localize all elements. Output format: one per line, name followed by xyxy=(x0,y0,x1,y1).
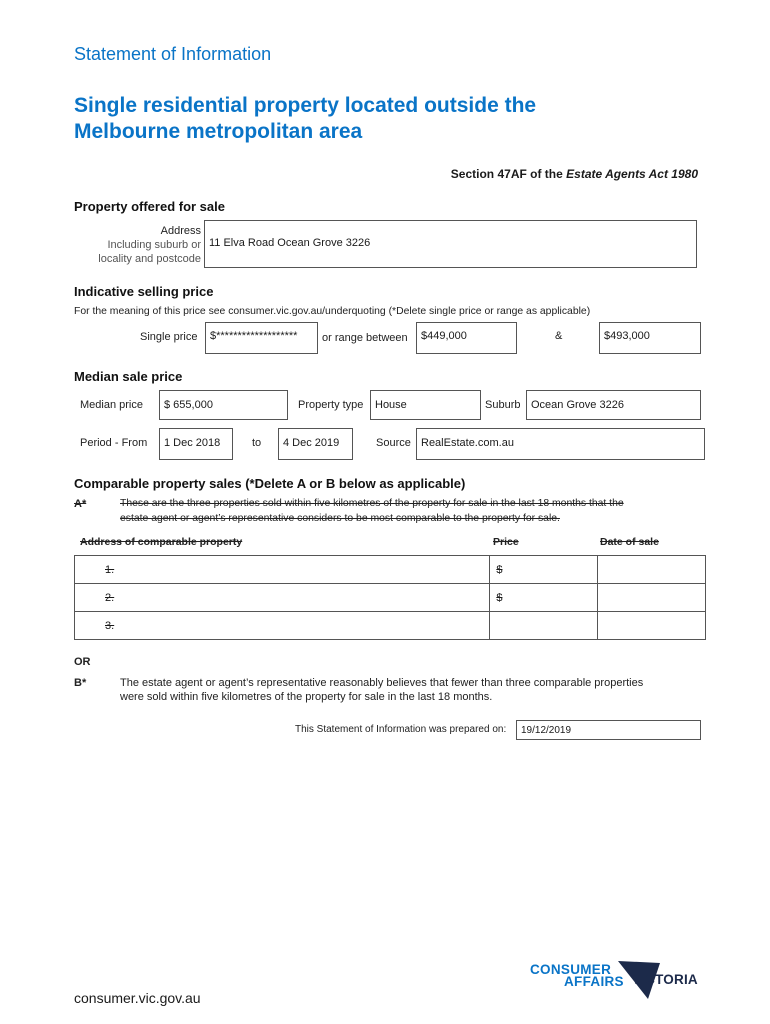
logo-text-affairs: AFFAIRS xyxy=(564,974,624,989)
row-price: $ xyxy=(496,591,503,604)
single-price-label: Single price xyxy=(140,331,198,343)
property-heading: Property offered for sale xyxy=(74,199,225,214)
range-separator: & xyxy=(555,330,563,342)
address-field[interactable] xyxy=(204,220,697,268)
legislation-prefix: Section 47AF of the xyxy=(450,167,567,181)
table-row xyxy=(75,556,706,584)
table-row xyxy=(75,584,706,612)
comparable-price-cell[interactable] xyxy=(490,612,598,640)
comparable-address-cell[interactable] xyxy=(75,556,490,584)
suburb-field[interactable] xyxy=(526,390,701,420)
median-price-label: Median price xyxy=(80,399,143,411)
range-low-value: $449,000 xyxy=(421,330,467,342)
comparable-table xyxy=(74,555,706,640)
option-b-text-line-2: were sold within five kilometres of the property for sale in the last 18 months. xyxy=(120,691,493,703)
row-number: 3. xyxy=(105,619,115,632)
table-row xyxy=(75,612,706,640)
comparable-price-cell[interactable] xyxy=(490,584,598,612)
range-low-field[interactable] xyxy=(416,322,517,354)
or-label: OR xyxy=(74,656,91,668)
address-label xyxy=(74,224,201,266)
range-high-field[interactable] xyxy=(599,322,701,354)
main-heading-line-2: Melbourne metropolitan area xyxy=(74,120,363,143)
range-high-value: $493,000 xyxy=(604,330,650,342)
comparable-address-cell[interactable] xyxy=(75,584,490,612)
median-heading: Median sale price xyxy=(74,369,183,384)
option-a-marker: A* xyxy=(74,498,87,510)
source-value: RealEstate.com.au xyxy=(421,437,514,449)
comparable-date-cell[interactable] xyxy=(598,584,706,612)
period-from-value: 1 Dec 2018 xyxy=(164,437,221,449)
legislation-reference xyxy=(451,167,698,181)
period-to-label: to xyxy=(252,437,262,449)
source-label: Source xyxy=(376,437,411,449)
comparable-heading: Comparable property sales (*Delete A or B below as applicable) xyxy=(74,476,466,491)
document-title: Statement of Information xyxy=(74,44,272,64)
prepared-label: This Statement of Information was prepared on: xyxy=(295,724,507,735)
option-b-text-line-1: The estate agent or agent’s representative reasonably believes that fewer than three comparable properties xyxy=(120,677,644,689)
row-number: 2. xyxy=(105,591,115,604)
row-number: 1. xyxy=(105,563,115,576)
address-label-line-2: Including suburb or xyxy=(107,239,201,251)
address-label-line-3: locality and postcode xyxy=(98,253,201,265)
comparable-address-cell[interactable] xyxy=(75,612,490,640)
comparable-date-cell[interactable] xyxy=(598,612,706,640)
logo-text-consumer: CONSUMER xyxy=(530,962,612,977)
comparable-price-cell[interactable] xyxy=(490,556,598,584)
source-field[interactable] xyxy=(416,428,705,460)
property-type-field[interactable] xyxy=(370,390,481,420)
median-price-value: $ 655,000 xyxy=(164,399,213,411)
median-price-field[interactable] xyxy=(159,390,288,420)
option-a-text-line-2: estate agent or agent’s representative considers to be most comparable to the property for sale. xyxy=(120,513,560,524)
col-header-address: Address of comparable property xyxy=(80,536,243,548)
property-type-label: Property type xyxy=(298,399,364,411)
consumer-affairs-victoria-logo xyxy=(530,959,702,1005)
period-from-field[interactable] xyxy=(159,428,233,460)
indicative-heading: Indicative selling price xyxy=(74,284,214,299)
prepared-date-value: 19/12/2019 xyxy=(521,724,572,736)
address-value: 11 Elva Road Ocean Grove 3226 xyxy=(209,237,371,249)
range-label: or range between xyxy=(322,332,408,344)
single-price-field[interactable] xyxy=(205,322,318,354)
legislation-act: Estate Agents Act 1980 xyxy=(566,167,698,181)
col-header-price: Price xyxy=(493,536,519,548)
row-price: $ xyxy=(496,563,503,576)
suburb-value: Ocean Grove 3226 xyxy=(531,399,624,411)
footer-url[interactable]: consumer.vic.gov.au xyxy=(74,990,201,1006)
indicative-note: For the meaning of this price see consumer.vic.gov.au/underquoting (*Delete single price or range as applicable) xyxy=(74,306,591,317)
period-to-field[interactable] xyxy=(278,428,353,460)
comparable-date-cell[interactable] xyxy=(598,556,706,584)
property-type-value: House xyxy=(375,399,407,411)
suburb-label: Suburb xyxy=(485,399,521,411)
option-b-marker: B* xyxy=(74,677,87,689)
option-a-text-line-1: These are the three properties sold within five kilometres of the property for sale in the last 18 months that the xyxy=(120,498,624,509)
main-heading-line-1: Single residential property located outside the xyxy=(74,94,537,117)
period-to-value: 4 Dec 2019 xyxy=(283,437,340,449)
prepared-date-field[interactable] xyxy=(516,720,701,740)
address-label-line-1: Address xyxy=(160,225,201,237)
single-price-value: $******************* xyxy=(210,330,298,342)
col-header-date: Date of sale xyxy=(600,536,659,548)
logo-text-victoria: VICTORIA xyxy=(632,972,698,987)
period-from-label: Period - From xyxy=(80,437,148,449)
